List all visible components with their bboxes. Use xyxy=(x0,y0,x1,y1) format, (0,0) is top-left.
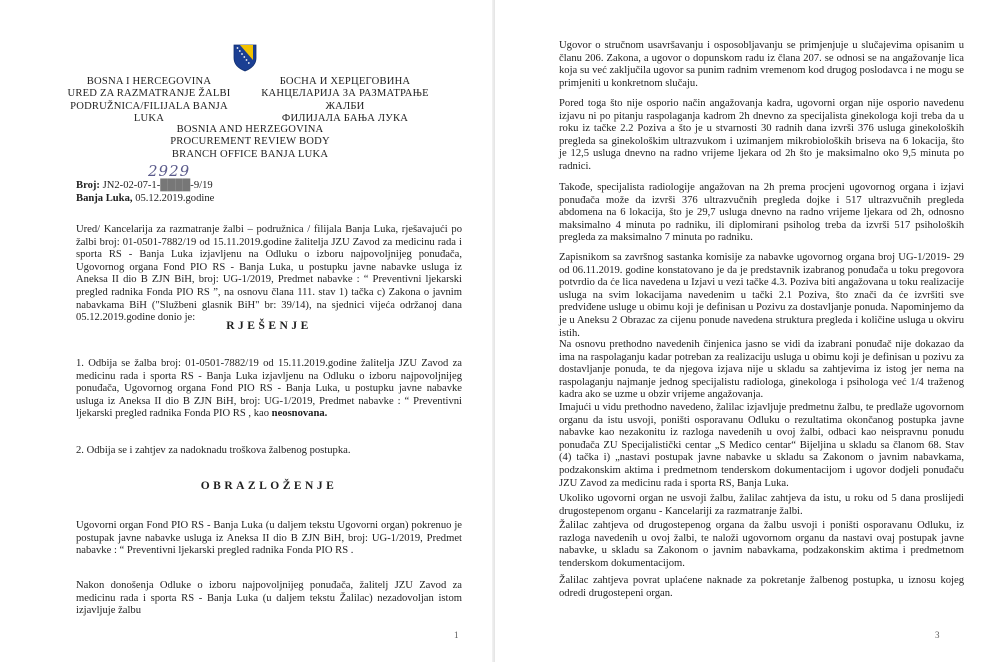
reference-label: Broj: xyxy=(76,180,100,191)
decision-item-1 xyxy=(76,358,462,421)
place-date xyxy=(76,193,456,206)
header-latin xyxy=(60,76,238,125)
reference-suffix: -9/19 xyxy=(190,180,213,191)
right-paragraph-4: Zapisnikom sa završnog sastanka komisije za nabavke ugovornog organa broj UG-1/2019- 29 od 06.11.2019. godine konstatovano je da je predstavnik izabranog ponuđača u toku pregovora potvrdio da će lica navedena u Izjavi u vezi tačke 4.3. Poziva biti angažovana u toku realizacije usluga na svim lokacijama navedenim u tački 2.1 Poziva, što znači da će izvršiti sve predviđene usluge u obimu koji je definisan u Pozivu za dostavljanje ponuda. Napominjemo da je u Aneksu 2 Obrazac za cijenu ponude navedena struktura pregleda i količine usluga u okviru istih. xyxy=(559,252,964,339)
decision-item-1-verdict: neosnovana. xyxy=(271,408,328,420)
right-paragraph-2: Pored toga što nije osporio način angažovanja kadra, ugovorni organ nije osporio navedenu izjavu ni po pitanju raspolaganja kadrom 2h dnevno za specijalista ginekologa koji treba da u roku iz tačke 2.2 Poziva a što je u stvarnosti 30 radnih dana izvrši 376 usluga ginekoloških pregleda sa ginekološkim ultrazvukom i uzimanjem mikrobioloških briseva na 6 lokacija, što je 12,5 usluga dnevno na radno vrijeme ljekara od 2h što je maksimalno oko 9,5 minuta po radnici. xyxy=(559,98,964,172)
right-paragraph-5: Na osnovu prethodno navedenih činjenica jasno se vidi da izabrani ponuđač nije dokazao da ima na raspolaganju kadar potreban za realizaciju usluga u obimu koji je definisan u pozivu za dostavljanje ponuda, te da njegova izjava nije u skladu sa zahtjevima iz istog jer nema na raspolaganju najmanje jednog specijalistu radiologa, ginekologa i psihologa već 1/4 traženog kadra ako se uzme u obzir vrijeme angažovanja. xyxy=(559,339,964,401)
header-english xyxy=(150,124,350,161)
coat-of-arms-icon xyxy=(233,44,257,72)
right-paragraph-9: Žalilac zahtjeva povrat uplaćene naknade za pokretanje žalbenog postupka, u iznosu kojeg odredi drugostepeni organ. xyxy=(559,575,964,599)
page-number-right: 3 xyxy=(935,630,940,640)
decision-item-1-text: 1. Odbija se žalba broj: 01-0501-7882/19 od 15.11.2019.godine žalitelja JZU Zavod za medicinu rada i sporta RS - Banja Luka izjavljenu na Odluku o izboru najpovoljnijeg ponuđača, Ugovornog organa Fond PIO RS - Banja Luka, u postupku javne nabavke usluga iz Aneksa II dio B ZJN BiH, broj: UG-1/2019, Predmet nabavke : “ Preventivni ljekarski pregled radnika Fonda PIO RS , kao xyxy=(76,358,462,420)
reasoning-paragraph-1: Ugovorni organ Fond PIO RS - Banja Luka (u daljem tekstu Ugovorni organ) pokrenuo je postupak javne nabavke usluga iz Aneksa II dio B ZJN BiH, broj: UG-1/2019, Predmet nabavke : “ Preventivni ljekarski pregled radnika Fonda PIO RS . xyxy=(76,520,462,557)
header-latin-line: PODRUŽNICA/FILIJALA BANJA LUKA xyxy=(70,100,228,124)
decision-heading: RJEŠENJE xyxy=(226,320,312,332)
right-paragraph-7: Ukoliko ugovorni organ ne usvoji žalbu, žalilac zahtjeva da istu, u roku od 5 dana proslijedi drugostepenom organu - Kancelariji za razmatranje žalbi. xyxy=(559,493,964,517)
page-number-left: 1 xyxy=(454,630,459,640)
place-date-value: 05.12.2019.godine xyxy=(135,193,215,204)
header-english-line: PROCUREMENT REVIEW BODY xyxy=(170,136,330,148)
header-cyrillic-line: ФИЛИЈАЛА БАЊА ЛУКА xyxy=(281,112,409,124)
right-paragraph-1: Ugovor o stručnom usavršavanju i osposobljavanju se primjenjuje u slučajevima opisanim u članu 206. Zakona, a ugovor o dopunskom radu iz člana 207. se odnosi se na angažovanje lica koja su već zaključila ugovor sa punim radnim vremenom kod drugog poslodavca i ne mogu se primjeniti u konkretnom slučaju. xyxy=(559,40,964,89)
right-paragraph-3: Takođe, specijalista radiologije angažovan na 2h prema procjeni ugovornog organa i izjavi ponuđača može da izvrši 376 ultrazvučnih pregleda dojke i 517 ultrazvučnih pregleda abdomena na 6 lokacija, što je 29,7 usluga dnevno na radno vrijeme ljekara od 2h, odnosno maksimalno 4 minuta po radniku, ili diplomirani psiholog treba da izvrši 517 psiholoških pregleda za maksimalno 7 minuta po radniku. xyxy=(559,182,964,244)
header-cyrillic-line: БОСНА И ХЕРЦЕГОВИНА xyxy=(279,76,411,87)
reasoning-heading: OBRAZLOŽENJE xyxy=(200,480,338,492)
header-cyrillic xyxy=(252,76,438,125)
header-latin-line: URED ZA RAZMATRANJE ŽALBI xyxy=(67,88,231,100)
header-english-line: BOSNIA AND HERZEGOVINA xyxy=(176,124,324,135)
right-paragraph-8: Žalilac zahtjeva od drugostepenog organa da žalbu usvoji i poništi osporavanu Odluku, iz razloga navedenih u ovoj žalbi, te naloži ugovornom organu da nastavi ovaj postupak javne nabavke, u skladu sa Zakonom o javnim nabavkama, podzakonskim aktima i predmetnom tenderskom dokumentacijom. xyxy=(559,520,964,569)
reference-number xyxy=(76,180,456,193)
header-cyrillic-line: КАНЦЕЛАРИЈА ЗА РАЗМАТРАЊЕ ЖАЛБИ xyxy=(261,88,429,112)
reference-redacted: ████ xyxy=(160,180,191,191)
header-latin-line: BOSNA I HERCEGOVINA xyxy=(86,76,212,87)
header-english-line: BRANCH OFFICE BANJA LUKA xyxy=(171,148,329,160)
reference-value: JN2-02-07-1- xyxy=(102,180,161,191)
decision-item-2: 2. Odbija se i zahtjev za nadoknadu troškova žalbenog postupka. xyxy=(76,445,351,456)
reasoning-paragraph-2: Nakon donošenja Odluke o izboru najpovoljnijeg ponuđača, žalitelj JZU Zavod za medicinu rada i sporta RS - Banja Luka (u daljem tekstu Žalilac) nezadovoljan istom izjavljuje žalbu xyxy=(76,580,462,617)
right-page xyxy=(495,0,990,662)
handwritten-number: 2929 xyxy=(148,162,191,180)
right-paragraph-6: Imajući u vidu prethodno navedeno, žalilac izjavljuje predmetnu žalbu, te predlaže ugovornom organu da istu usvoji, poništi osporavanu Odluku o rezultatima okončanog postupka javne nabavke kao nezakonitu iz razloga navedenih u ovoj žalbi, odbaci kao neispravnu ponudu ponuđača ZU Specijalistički centar „S Medico centar“ Bijeljina u skladu sa članom 68. Stav (4) tačka i) „nastavi postupak javne nabavke u skladu sa Zakonom o javnim nabavkama, podzakonskim aktima i predmetnom tenderskom dokumentacijom i ugovor dodjeli ponuđaču JZU Zavod za medicinu rada i sporta RS, Banja Luka. xyxy=(559,402,964,489)
intro-paragraph: Ured/ Kancelarija za razmatranje žalbi – podružnica / filijala Banja Luka, rješavajući po žalbi broj: 01-0501-7882/19 od 15.11.2019.godine žalitelja JZU Zavod za medicinu rada i sporta RS - Banja Luka izjavljenu na Odluku o izboru najpovoljnijeg ponuđača, Ugovornog organa Fond PIO RS - Banja Luka, u postupku javne nabavke usluga iz Aneksa II dio B ZJN BiH, broj: UG-1/2019, Predmet nabavke : “ Preventivni ljekarski pregled radnika Fonda PIO RS ”, na osnovu člana 111. stav 1) tačka c) Zakona o javnim nabavkama BiH ("Službeni glasnik BiH" br: 39/14), na sjednici vijeća održanoj dana 05.12.2019.godine donio je: xyxy=(76,224,462,324)
place-label: Banja Luka, xyxy=(76,193,133,204)
